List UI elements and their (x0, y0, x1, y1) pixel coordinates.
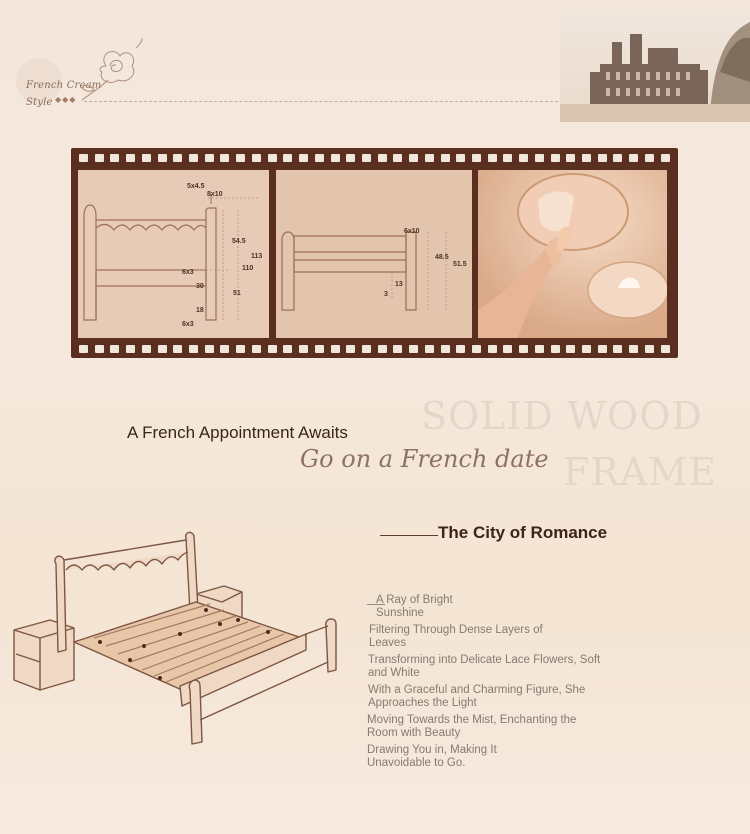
appointment-heading: A French Appointment Awaits (127, 423, 348, 442)
film-perforation (346, 345, 355, 353)
film-perforation (645, 345, 654, 353)
film-perforation (362, 154, 371, 162)
film-perforation (582, 154, 591, 162)
diamond-ornament: ◆◆◆ (55, 95, 77, 104)
headboard-dimension-sketch (78, 170, 269, 338)
dim-label: 3 (384, 291, 388, 298)
ghost-title-solid-wood: SOLID WOOD (421, 394, 703, 438)
film-perforation (441, 345, 450, 353)
poem-line: Moving Towards the Mist, Enchanting the (367, 714, 577, 726)
film-perforation (173, 154, 182, 162)
film-perforations-top (79, 154, 670, 162)
rose-outline-icon (76, 36, 146, 106)
film-perforation (378, 345, 387, 353)
film-perforation (315, 345, 324, 353)
film-perforation (409, 345, 418, 353)
film-perforation (252, 154, 261, 162)
film-perforation (503, 345, 512, 353)
film-perforation (268, 154, 277, 162)
film-perforation (629, 154, 638, 162)
romance-title-rule (380, 535, 438, 536)
film-perforations-bottom (79, 345, 670, 353)
film-perforation (95, 345, 104, 353)
film-perforation (519, 154, 528, 162)
film-perforation (346, 154, 355, 162)
film-perforation (645, 154, 654, 162)
film-perforation (299, 345, 308, 353)
film-perforation (566, 154, 575, 162)
dim-label: 48.5 (435, 254, 449, 261)
film-perforation (236, 345, 245, 353)
film-perforation (472, 154, 481, 162)
film-perforation (205, 154, 214, 162)
film-perforation (236, 154, 245, 162)
dim-label: 5x4.5 (187, 183, 205, 190)
film-perforation (126, 345, 135, 353)
dim-label: 6x3 (182, 321, 194, 328)
film-perforation (205, 345, 214, 353)
romance-title: The City of Romance (438, 523, 608, 542)
dim-label: 13 (395, 281, 403, 288)
film-perforation (95, 154, 104, 162)
dim-label: 110 (242, 265, 254, 272)
film-perforation (110, 154, 119, 162)
castle-photo (560, 12, 750, 122)
film-perforation (488, 154, 497, 162)
film-perforation (535, 154, 544, 162)
film-perforation (582, 345, 591, 353)
dim-label: 18 (196, 307, 204, 314)
film-perforation (661, 345, 670, 353)
film-perforation (268, 345, 277, 353)
poem-line: A Ray of Bright (376, 594, 453, 606)
film-perforation (551, 345, 560, 353)
dim-label: 51 (233, 290, 241, 297)
film-perforation (283, 154, 292, 162)
poem-line: With a Graceful and Charming Figure, She (368, 684, 586, 696)
film-perforation (519, 345, 528, 353)
dim-label: 8x10 (207, 191, 223, 198)
film-perforation (110, 345, 119, 353)
poem-line: Room with Beauty (367, 727, 461, 739)
film-perforation (661, 154, 670, 162)
film-perforation (488, 345, 497, 353)
film-perforation (425, 154, 434, 162)
film-perforation (551, 154, 560, 162)
ghost-title-frame: FRAME (563, 450, 718, 494)
poem-line: and White (368, 667, 420, 679)
header-divider (84, 101, 568, 102)
film-perforation (472, 345, 481, 353)
film-perforation (142, 154, 151, 162)
film-perforation (393, 345, 402, 353)
brand-name: French Cream (26, 80, 102, 91)
film-perforation (598, 154, 607, 162)
poem-line: Approaches the Light (368, 697, 477, 709)
film-perforation (598, 345, 607, 353)
poem-line: Leaves (369, 637, 407, 649)
dim-label: 54.5 (232, 238, 246, 245)
dim-label: 51.5 (453, 261, 467, 268)
poem-line: Drawing You in, Making It (367, 744, 497, 756)
film-perforation (425, 345, 434, 353)
film-strip (71, 148, 678, 358)
film-perforation (79, 345, 88, 353)
film-perforation (331, 345, 340, 353)
film-perforation (189, 154, 198, 162)
romance-poem (367, 594, 627, 774)
film-perforation (252, 345, 261, 353)
film-perforation (456, 154, 465, 162)
film-perforation (362, 345, 371, 353)
poem-line: Sunshine (376, 607, 424, 619)
wooden-bed-sketch (10, 530, 360, 750)
hands-with-glass-photo (478, 170, 667, 338)
film-perforation (220, 154, 229, 162)
film-perforation (126, 154, 135, 162)
dim-label: 6x3 (182, 269, 194, 276)
film-perforation (378, 154, 387, 162)
film-perforation (393, 154, 402, 162)
film-perforation (503, 154, 512, 162)
film-perforation (315, 154, 324, 162)
film-perforation (409, 154, 418, 162)
poem-line: Filtering Through Dense Layers of (369, 624, 543, 636)
film-perforation (220, 345, 229, 353)
poem-line: Transforming into Delicate Lace Flowers, Soft (368, 654, 601, 666)
film-perforation (613, 154, 622, 162)
film-perforation (173, 345, 182, 353)
footboard-dimension-sketch (276, 170, 472, 338)
film-perforation (79, 154, 88, 162)
film-perforation (331, 154, 340, 162)
film-perforation (535, 345, 544, 353)
film-perforation (566, 345, 575, 353)
film-perforation (629, 345, 638, 353)
film-perforation (158, 154, 167, 162)
film-perforation (283, 345, 292, 353)
dim-label: 6x10 (404, 228, 420, 235)
poem-line: Unavoidable to Go. (367, 757, 466, 769)
film-perforation (189, 345, 198, 353)
script-subheading: Go on a French date (300, 445, 549, 473)
dim-label: 30 (196, 283, 204, 290)
brand-subtitle: Style (26, 97, 53, 108)
film-perforation (158, 345, 167, 353)
film-perforation (441, 154, 450, 162)
dim-label: 113 (251, 253, 263, 260)
film-perforation (299, 154, 308, 162)
film-perforation (142, 345, 151, 353)
film-perforation (613, 345, 622, 353)
film-perforation (456, 345, 465, 353)
